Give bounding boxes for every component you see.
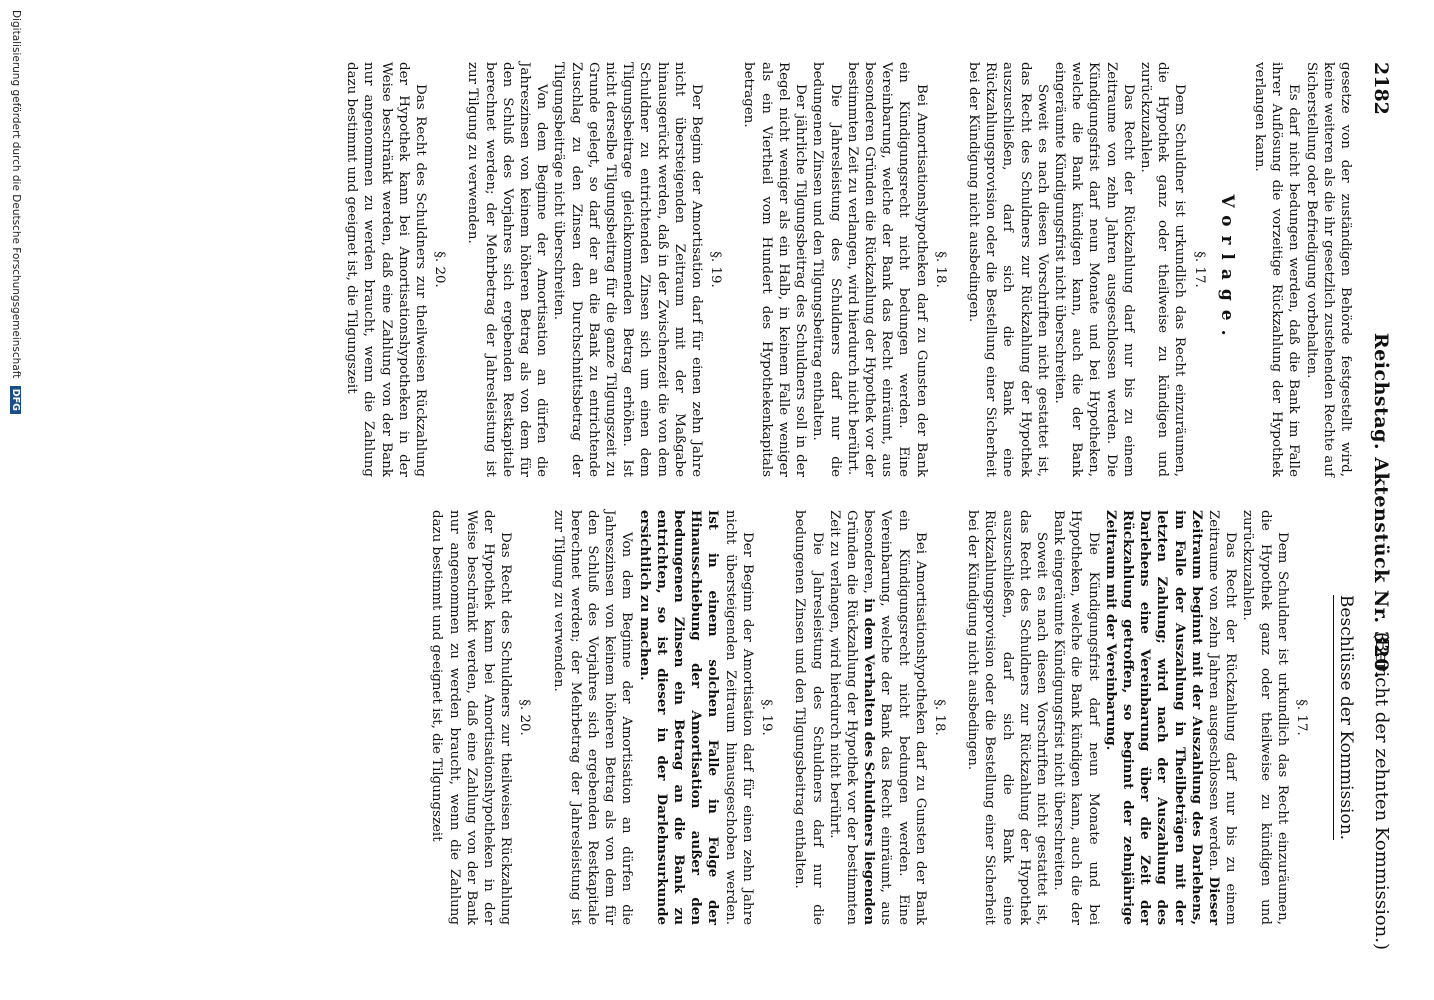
kommission-heading: Beschlüsse der Kommission. xyxy=(1336,510,1356,925)
vorlage-heading: Vorlage. xyxy=(1216,194,1237,345)
header-title: Reichstag. Aktenstück Nr. 320. xyxy=(1370,332,1392,680)
section-18-p1: Bei Amortisationshypotheken darf zu Gunsten der Bank ein Kündigungsrecht nicht bedungen werden. Eine Vereinbarung, welche der Bank das Recht einräumt, aus besonderen Gründen die Rückzahlung der Hypothek vor der bestimmten Zeit zu verlangen, wird hierdurch nicht berührt. xyxy=(844,62,929,477)
section-18-p2: Die Jahresleistung des Schuldners darf nur die bedungenen Zinsen und den Tilgungsbeitrag enthalten. xyxy=(810,62,843,477)
section-17-p3: Soweit es nach diesen Vorschriften nicht gestattet ist, das Recht des Schuldners zur Rückzahlung der Hypothek auszuschließen, darf sich die Bank eine Rückzahlungsprovision oder die Bestellung einer Sicherheit bei der Kündigung nicht ausbedingen. xyxy=(965,62,1050,477)
r-section-18-title: §. 18. xyxy=(931,699,947,736)
intro-paragraph-2: Es darf nicht bedungen werden, daß die Bank im Falle ihrer Auflösung die vorzeitige Rückzahlung der Hypothek verlangen kann. xyxy=(1251,62,1302,477)
r-section-19-p1: Der Beginn der Amortisation darf für einen zehn Jahre nicht übersteigenden Zeitraum hinausgeschoben werden. Ist in einem solchen Falle in Folge der Hinausschiebung der Amortisation außer den bedungenen Zinsen ein Betrag an die Bank zu entrichten, so ist dieser in der Darlehnsurkunde ersichtlich zu machen. xyxy=(636,510,755,925)
section-17-p1: Dem Schuldner ist urkundlich das Recht einzuräumen, die Hypothek ganz oder theilweise zu kündigen und zurückzuzahlen. xyxy=(1137,62,1188,477)
section-20-title: §. 20. xyxy=(432,251,448,288)
header-subtitle: (Bericht der zehnten Kommission.) xyxy=(1371,631,1392,950)
r-section-19-p2: Von dem Beginne der Amortisation an dürfen die Jahreszinsen von keinem höheren Betrag als von dem für den Schluß des Vorjahres sich ergebenden Restkapitale berechnet werden; der Mehrbetrag der Jahresleistung ist zur Tilgung zu verwenden. xyxy=(550,510,635,925)
dfg-logo: DFG xyxy=(10,386,21,414)
r-section-19-title: §. 19. xyxy=(759,699,775,736)
r-section-18-p2: Die Jahresleistung des Schuldners darf nur die bedungenen Zinsen und den Tilgungsbeitrag enthalten. xyxy=(792,510,825,925)
section-19-title: §. 19. xyxy=(708,251,724,288)
section-20-p1: Das Recht des Schuldners zur theilweisen Rückzahlung der Hypothek kann bei Amortisationshypotheken in der Weise beschränkt werden, daß eine Zahlung von der Bank nur angenommen zu werden braucht, wenn die Zahlung dazu bestimmt und geeignet ist, die Tilgungszeit xyxy=(344,62,429,477)
r-section-17-title: §. 17. xyxy=(1294,699,1309,736)
digitization-note: Digitalisierung gefördert durch die Deutsche Forschungsgemeinschaft DFG xyxy=(10,0,22,1000)
page-header xyxy=(1362,62,1392,950)
r-section-20-title: §. 20. xyxy=(517,699,533,736)
section-18-p3: Der jährliche Tilgungsbeitrag des Schuldners soll in der Regel nicht weniger als ein Halb, in keinem Falle weniger als ein Viertheil vom Hundert des Hypothekenkapitals betragen. xyxy=(741,62,809,477)
r-section-17-p3: Die Kündigungsfrist darf neun Monate und bei Hypotheken, welche die Bank kündigen kann, auch die der Bank eingeräumte Kündigungsfrist nicht überschreiten. xyxy=(1051,510,1101,925)
right-column-beschluesse xyxy=(428,510,1316,925)
r-section-20-p1: Das Recht des Schuldners zur theilweisen Rückzahlung der Hypothek kann bei Amortisationshypotheken in der Weise beschränkt werden, daß eine Zahlung von der Bank nur angenommen zu werden braucht, wenn die Zahlung dazu bestimmt und geeignet ist, die Tilgungszeit xyxy=(429,510,514,925)
section-19-p2: Von dem Beginne der Amortisation an dürfen die Jahreszinsen von keinem höheren Betrag als von dem für den Schluß des Vorjahres sich ergebenden Restkapitale berechnet werden; der Mehrbetrag der Jahresleistung ist zur Tilgung zu verwenden. xyxy=(465,62,550,477)
section-19-p1: Der Beginn der Amortisation darf für einen zehn Jahre nicht übersteigenden Zeitraum mit der Maßgabe hinausgerückt werden, daß in der Zwischenzeit die von dem Schuldner zu entrichtenden Zinsen sich um einen dem Tilgungsbeitrage gleichkommenden Betrag erhöhen. Ist nicht derselbe Tilgungsbeitrag für die ganze Tilgungszeit zu Grunde gelegt, so darf der an die Bank zu entrichtende Zuschlag zu den Zinsen den Durchschnittsbetrag der Tilgungsbeiträge nicht überschreiten. xyxy=(551,62,705,477)
r-section-19-amendment: Ist in einem solchen Falle in Folge der Hinausschiebung der Amortisation außer den bedungenen Zinsen ein Betrag an die Bank zu entrichten, so ist dieser in der Darlehnsurkunde ersichtlich zu machen. xyxy=(636,510,722,925)
r-section-17-p2: Das Recht der Rückzahlung darf nur bis zu einem Zeitraume von zehn Jahren ausgeschlossen werden. Dieser Zeitraum beginnt mit der Auszahlung des Darlehens, im Falle der Auszahlung in Theilbeträgen mit der letzten Zahlung; wird nach der Auszahlung des Darlehens eine Vereinbarung über die Zeit der Rückzahlung getroffen, so beginnt der zehnjährige Zeitraum mit der Vereinbarung. xyxy=(1102,510,1239,926)
r-section-17-p4: Soweit es nach diesen Vorschriften nicht gestattet ist, das Recht des Schuldners zur Rückzahlung der Hypothek auszuschließen, darf sich die Bank eine Rückzahlungsprovision oder die Bestellung einer Sicherheit bei der Kündigung nicht ausbedingen. xyxy=(965,510,1049,925)
r-section-17-p1: Dem Schuldner ist urkundlich das Recht einzuräumen, die Hypothek ganz oder theilweise zu kündigen und zurückzuzahlen. xyxy=(1240,510,1290,925)
r-section-18-amendment: in dem Verhalten des Schuldners liegenden xyxy=(861,598,878,925)
section-17-p2: Das Recht der Rückzahlung darf nur bis zu einem Zeitraume von zehn Jahren ausgeschlossen werden. Die Kündigungsfrist darf neun Monate und bei Hypotheken, welche die Bank kündigen kann, auch die der Bank eingeräumte Kündigungsfrist nicht überschreiten. xyxy=(1051,62,1136,477)
section-17-title: §. 17. xyxy=(1191,251,1207,288)
page-number: 2182 xyxy=(1370,62,1392,115)
left-column-vorlage xyxy=(343,62,1354,477)
intro-paragraph: gesetze von der zuständigen Behörde festgestellt wird, keine weiteren als die ihr gesetzlich zustehenden Rechte auf Sicherstellung oder Befriedigung vorbehalten. xyxy=(1303,62,1353,477)
r-section-17-amendment: Dieser Zeitraum beginnt mit der Auszahlung des Darlehens, im Falle der Auszahlung in Theilbeträgen mit der letzten Zahlung; wird nach der Auszahlung des Darlehens eine Vereinbarung über die Zeit der Rückzahlung getroffen, so beginnt der zehnjährige Zeitraum mit der Vereinbarung. xyxy=(1102,510,1222,926)
r-section-18-p1: Bei Amortisationshypotheken darf zu Gunsten der Bank ein Kündigungsrecht nicht bedungen werden. Eine Vereinbarung, welche der Bank das Recht einräumt, aus besonderen, in dem Verhalten des Schuldners liegenden Gründen die Rückzahlung der Hypothek vor der bestimmten Zeit zu verlangen, wird hierdurch nicht berührt. xyxy=(826,510,928,925)
section-18-title: §. 18. xyxy=(932,251,948,288)
